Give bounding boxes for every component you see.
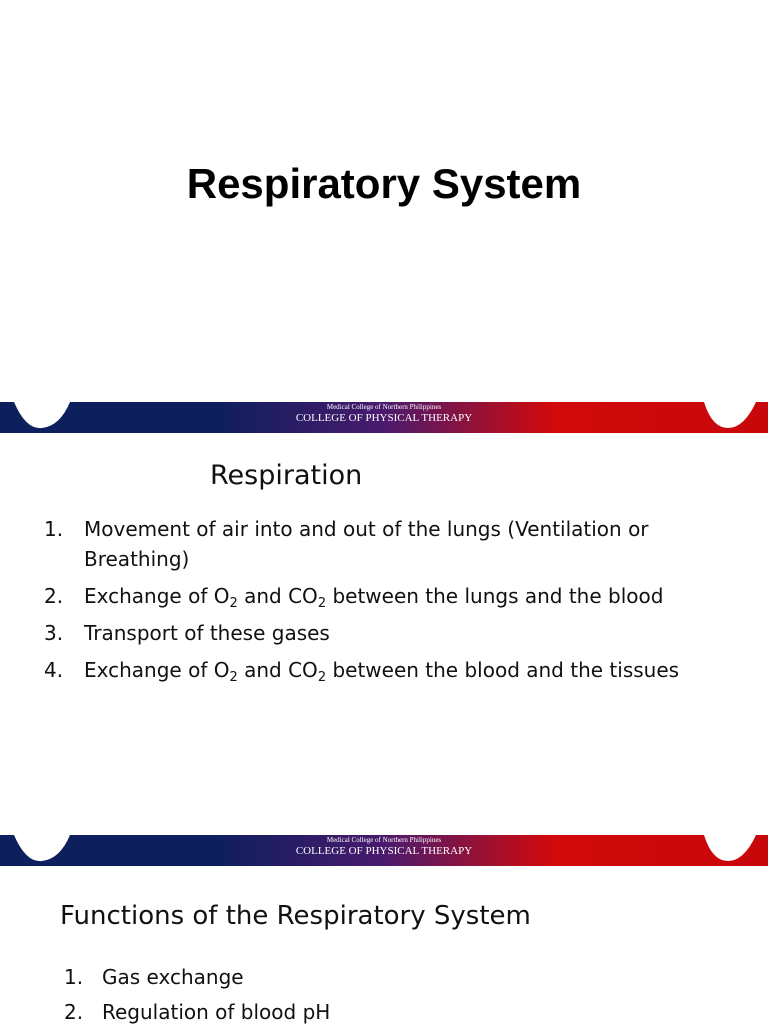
list-number: 1. [44,517,64,541]
list-number: 2. [64,1000,84,1024]
list-text: Movement of air into and out of the lungs (Ventilation or Breathing) [84,517,649,571]
list-text: Regulation of blood pH [102,1000,331,1024]
list-number: 3. [44,621,64,645]
college-banner [0,835,768,866]
banner-college: COLLEGE OF PHYSICAL THERAPY [295,412,473,424]
list-item [64,962,724,992]
title-slide [0,0,768,402]
list-number: 1. [64,965,84,989]
list-text: Exchange of $O_2$ and $CO_2$ between the lungs and the blood [84,584,664,611]
section-title: Respiration [210,460,363,491]
list-item [44,514,744,574]
functions-slide [0,835,768,1024]
functions-list [64,962,724,1024]
banner-subtitle: Medical College of Northern Philippines [326,836,442,844]
list-text: Transport of these gases [84,621,330,645]
list-text: Gas exchange [102,965,244,989]
college-banner [0,402,768,433]
section-title: Functions of the Respiratory System [60,901,531,931]
list-number: 2. [44,584,64,608]
list-item [64,997,724,1024]
list-item [44,581,744,611]
banner-college: COLLEGE OF PHYSICAL THERAPY [295,845,473,857]
list-item [44,655,744,685]
respiration-slide [0,402,768,835]
respiration-list [44,514,744,692]
list-item [44,618,744,648]
list-number: 4. [44,658,64,682]
presentation-title: Respiratory System [186,160,582,207]
list-text: Exchange of $O_2$ and $CO_2$ between the blood and the tissues [84,658,680,685]
banner-subtitle: Medical College of Northern Philippines [326,403,442,411]
